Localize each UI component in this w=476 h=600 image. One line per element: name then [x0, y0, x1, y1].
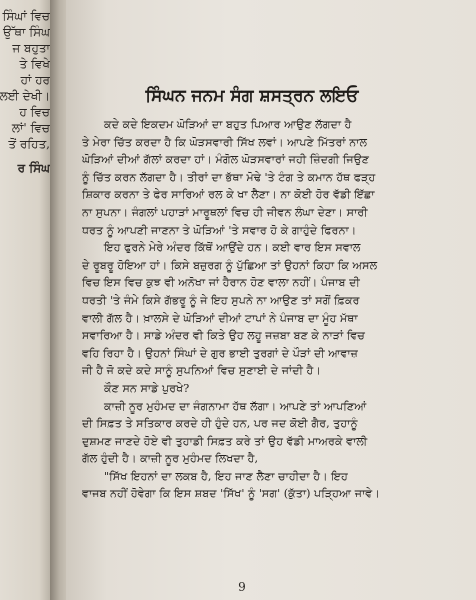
paragraph-3: [82, 380, 454, 398]
paragraph-2: [82, 239, 454, 380]
left-line: ਤੋਂ ਰਹਿਤ,: [8, 137, 50, 151]
text-line: ਕਾਜ਼ੀ ਨੂਰ ਮੁਹੰਮਦ ਦਾ ਜੰਗਨਾਮਾ ਹੱਥ ਲੱਗਾ। ਆਪਣੇ ਤਾਂ ਆਪਣਿਆਂ: [104, 399, 367, 413]
text-line: ਵਾਜਬ ਨਹੀਂ ਹੋਵੇਗਾ ਕਿ ਇਸ ਸ਼ਬਦ 'ਸਿੱਖ' ਨੂੰ 'ਸਗ' (ਕੁੱਤਾ) ਪੜ੍ਹਿਆ ਜਾਵੇ।: [82, 487, 380, 501]
left-line: ਲਈ ਦੇਖੀ।: [0, 89, 50, 103]
left-line: ਹ ਵਿਚ: [19, 105, 50, 119]
page-number: 9: [238, 580, 246, 594]
left-page: [0, 0, 56, 600]
left-line: ਉੱਥਾ ਸਿੰਘ: [2, 25, 50, 39]
text-line: ਸ਼ਿਕਾਰ ਕਰਨਾ ਤੇ ਫੇਰ ਸਾਰਿਆਂ ਰਲ ਕੇ ਖਾ ਲੈਣਾ। ਨਾ ਕੋਈ ਹੋਰ ਵੱਡੀ ਇੱਛਾ: [82, 188, 375, 202]
left-line: ਤੇ ਵਿਖੇ: [19, 57, 50, 71]
text-line: ਗੱਲ ਹੁੰਦੀ ਹੈ। ਕਾਜ਼ੀ ਨੂਰ ਮੁਹੰਮਦ ਲਿਖਦਾ ਹੈ,: [82, 452, 259, 466]
text-line: ਨੂੰ ਚਿੱਤ ਕਰਨ ਲੱਗਦਾ ਹੈ। ਤੀਰਾਂ ਦਾ ਭੱਥਾ ਮੋਢੇ 'ਤੇ ਟੰਗ ਤੇ ਕਮਾਨ ਹੱਥ ਫੜ੍ਹ: [82, 170, 376, 184]
right-page: [66, 0, 476, 600]
text-line: ਨਾ ਸੁਪਨਾ। ਜੰਗਲਾਂ ਪਹਾੜਾਂ ਮਾਰੂਥਲਾਂ ਵਿਚ ਹੀ ਜੀਵਨ ਲੰਘਾ ਦੇਣਾ। ਸਾਰੀ: [82, 205, 368, 219]
paragraph-1: [82, 116, 454, 239]
text-line: ਦੀ ਸਿਫ਼ਤ ਤੇ ਸਤਿਕਾਰ ਕਰਦੇ ਹੀ ਹੁੰਦੇ ਹਨ, ਪਰ ਜਦ ਕੋਈ ਗੈਰ, ਤੁਹਾਨੂੰ: [82, 417, 358, 431]
text-line: ਦੇ ਰੂਬਰੂ ਹੋਇਆ ਹਾਂ। ਕਿਸੇ ਬਜ਼ੁਰਗ ਨੂੰ ਪੁੱਛਿਆ ਤਾਂ ਉਹਨਾਂ ਕਿਹਾ ਕਿ ਅਸਲ: [82, 258, 378, 272]
text-line: ਧਰਤੀ 'ਤੇ ਜੰਮੇ ਕਿਸੇ ਗੱਭਰੂ ਨੂੰ ਜੇ ਇਹ ਸੁਪਨੇ ਨਾ ਆਉਣ ਤਾਂ ਸਗੋਂ ਫ਼ਿਕਰ: [82, 293, 360, 307]
text-line: ਤੇ ਮੇਰਾ ਚਿੱਤ ਕਰਦਾ ਹੈ ਕਿ ਘੋੜਸਵਾਰੀ ਸਿੱਖ ਲਵਾਂ। ਆਪਣੇ ਮਿੱਤਰਾਂ ਨਾਲ: [82, 135, 368, 149]
text-line: ਸਵਾਰਿਆ ਹੈ। ਸਾਡੇ ਅੰਦਰ ਵੀ ਕਿਤੇ ਉਹ ਲਹੂ ਜਜ਼ਬਾ ਬਣ ਕੇ ਨਾੜਾਂ ਵਿਚ: [82, 329, 365, 343]
text-line: ਜੀ ਹੈ ਜੋ ਕਦੇ ਕਦੇ ਸਾਨੂੰ ਸੁਪਨਿਆਂ ਵਿਚ ਸੁਣਾਈ ਦੇ ਜਾਂਦੀ ਹੈ।: [82, 364, 321, 378]
left-line: ਹਾਂ ਹਰ: [20, 73, 50, 87]
text-line: ਵਿਚ ਇਸ ਵਿਚ ਕੁਝ ਵੀ ਅਨੋਖਾ ਜਾਂ ਹੈਰਾਨ ਹੋਣ ਵਾਲਾ ਨਹੀਂ। ਪੰਜਾਬ ਦੀ: [82, 276, 360, 290]
left-page-signature: ਰ ਸਿੰਘ: [17, 161, 50, 175]
body-text: [82, 116, 454, 503]
text-line: ਵਹਿ ਰਿਹਾ ਹੈ। ਉਹਨਾਂ ਸਿੰਘਾਂ ਦੇ ਗੁਰ ਭਾਈ ਤੁਰਗਾਂ ਦੇ ਪੌੜਾਂ ਦੀ ਆਵਾਜ਼: [82, 346, 358, 360]
chapter-title: ਸਿੰਘਨ ਜਨਮ ਸੰਗ ਸ਼ਸਤ੍ਰਨ ਲਇਓ: [145, 86, 359, 106]
text-line: ਕੌਣ ਸਨ ਸਾਡੇ ਪੁਰਖੇ?: [104, 381, 190, 395]
left-page-text: [0, 8, 50, 176]
text-line: "ਸਿੱਖ ਇਹਨਾਂ ਦਾ ਲਕਬ ਹੈ, ਇਹ ਜਾਣ ਲੈਣਾ ਚਾਹੀਦਾ ਹੈ। ਇਹ: [104, 469, 348, 483]
paragraph-4: [82, 398, 454, 468]
left-line: ਜ ਬਹੁਤਾ: [12, 41, 50, 55]
text-line: ਘੋੜਿਆਂ ਦੀਆਂ ਗੱਲਾਂ ਕਰਦਾ ਹਾਂ। ਮੰਗੋਲ ਘੋੜਸਵਾਰਾਂ ਜਹੀ ਜ਼ਿੰਦਗੀ ਜਿਉਣ: [82, 153, 370, 167]
text-line: ਕਦੇ ਕਦੇ ਇਕਦਮ ਘੋੜਿਆਂ ਦਾ ਬਹੁਤ ਪਿਆਰ ਆਉਣ ਲੱਗਦਾ ਹੈ: [104, 118, 352, 131]
text-line: ਦੁਸ਼ਮਣ ਜਾਣਦੇ ਹੋਏ ਵੀ ਤੁਹਾਡੀ ਸਿਫ਼ਤ ਕਰੇ ਤਾਂ ਉਹ ਵੱਡੀ ਮਾਅਰਕੇ ਵਾਲੀ: [82, 434, 368, 448]
text-line: ਇਹ ਫੁਰਨੇ ਮੇਰੇ ਅੰਦਰ ਕਿੱਥੋਂ ਆਉਂਦੇ ਹਨ। ਕਈ ਵਾਰ ਇਸ ਸਵਾਲ: [104, 241, 361, 255]
left-line: ਸਿੰਘਾਂ ਵਿਚ: [2, 9, 50, 23]
paragraph-5: [82, 468, 454, 503]
text-line: ਧਰਤ ਨੂੰ ਆਪਣੀ ਜਾਣਨਾ ਤੇ ਘੋੜਿਆਂ 'ਤੇ ਸਵਾਰ ਹੋ ਕੇ ਗਾਹੁੰਦੇ ਫਿਰਨਾ।: [82, 223, 357, 237]
left-line: ਲਾਂ' ਵਿਚ: [11, 121, 50, 135]
text-line: ਵਾਲੀ ਗੱਲ ਹੈ। ਖ਼ਾਲਸੇ ਦੇ ਘੋੜਿਆਂ ਦੀਆਂ ਟਾਪਾਂ ਨੇ ਪੰਜਾਬ ਦਾ ਮੂੰਹ ਮੱਥਾ: [82, 311, 358, 325]
